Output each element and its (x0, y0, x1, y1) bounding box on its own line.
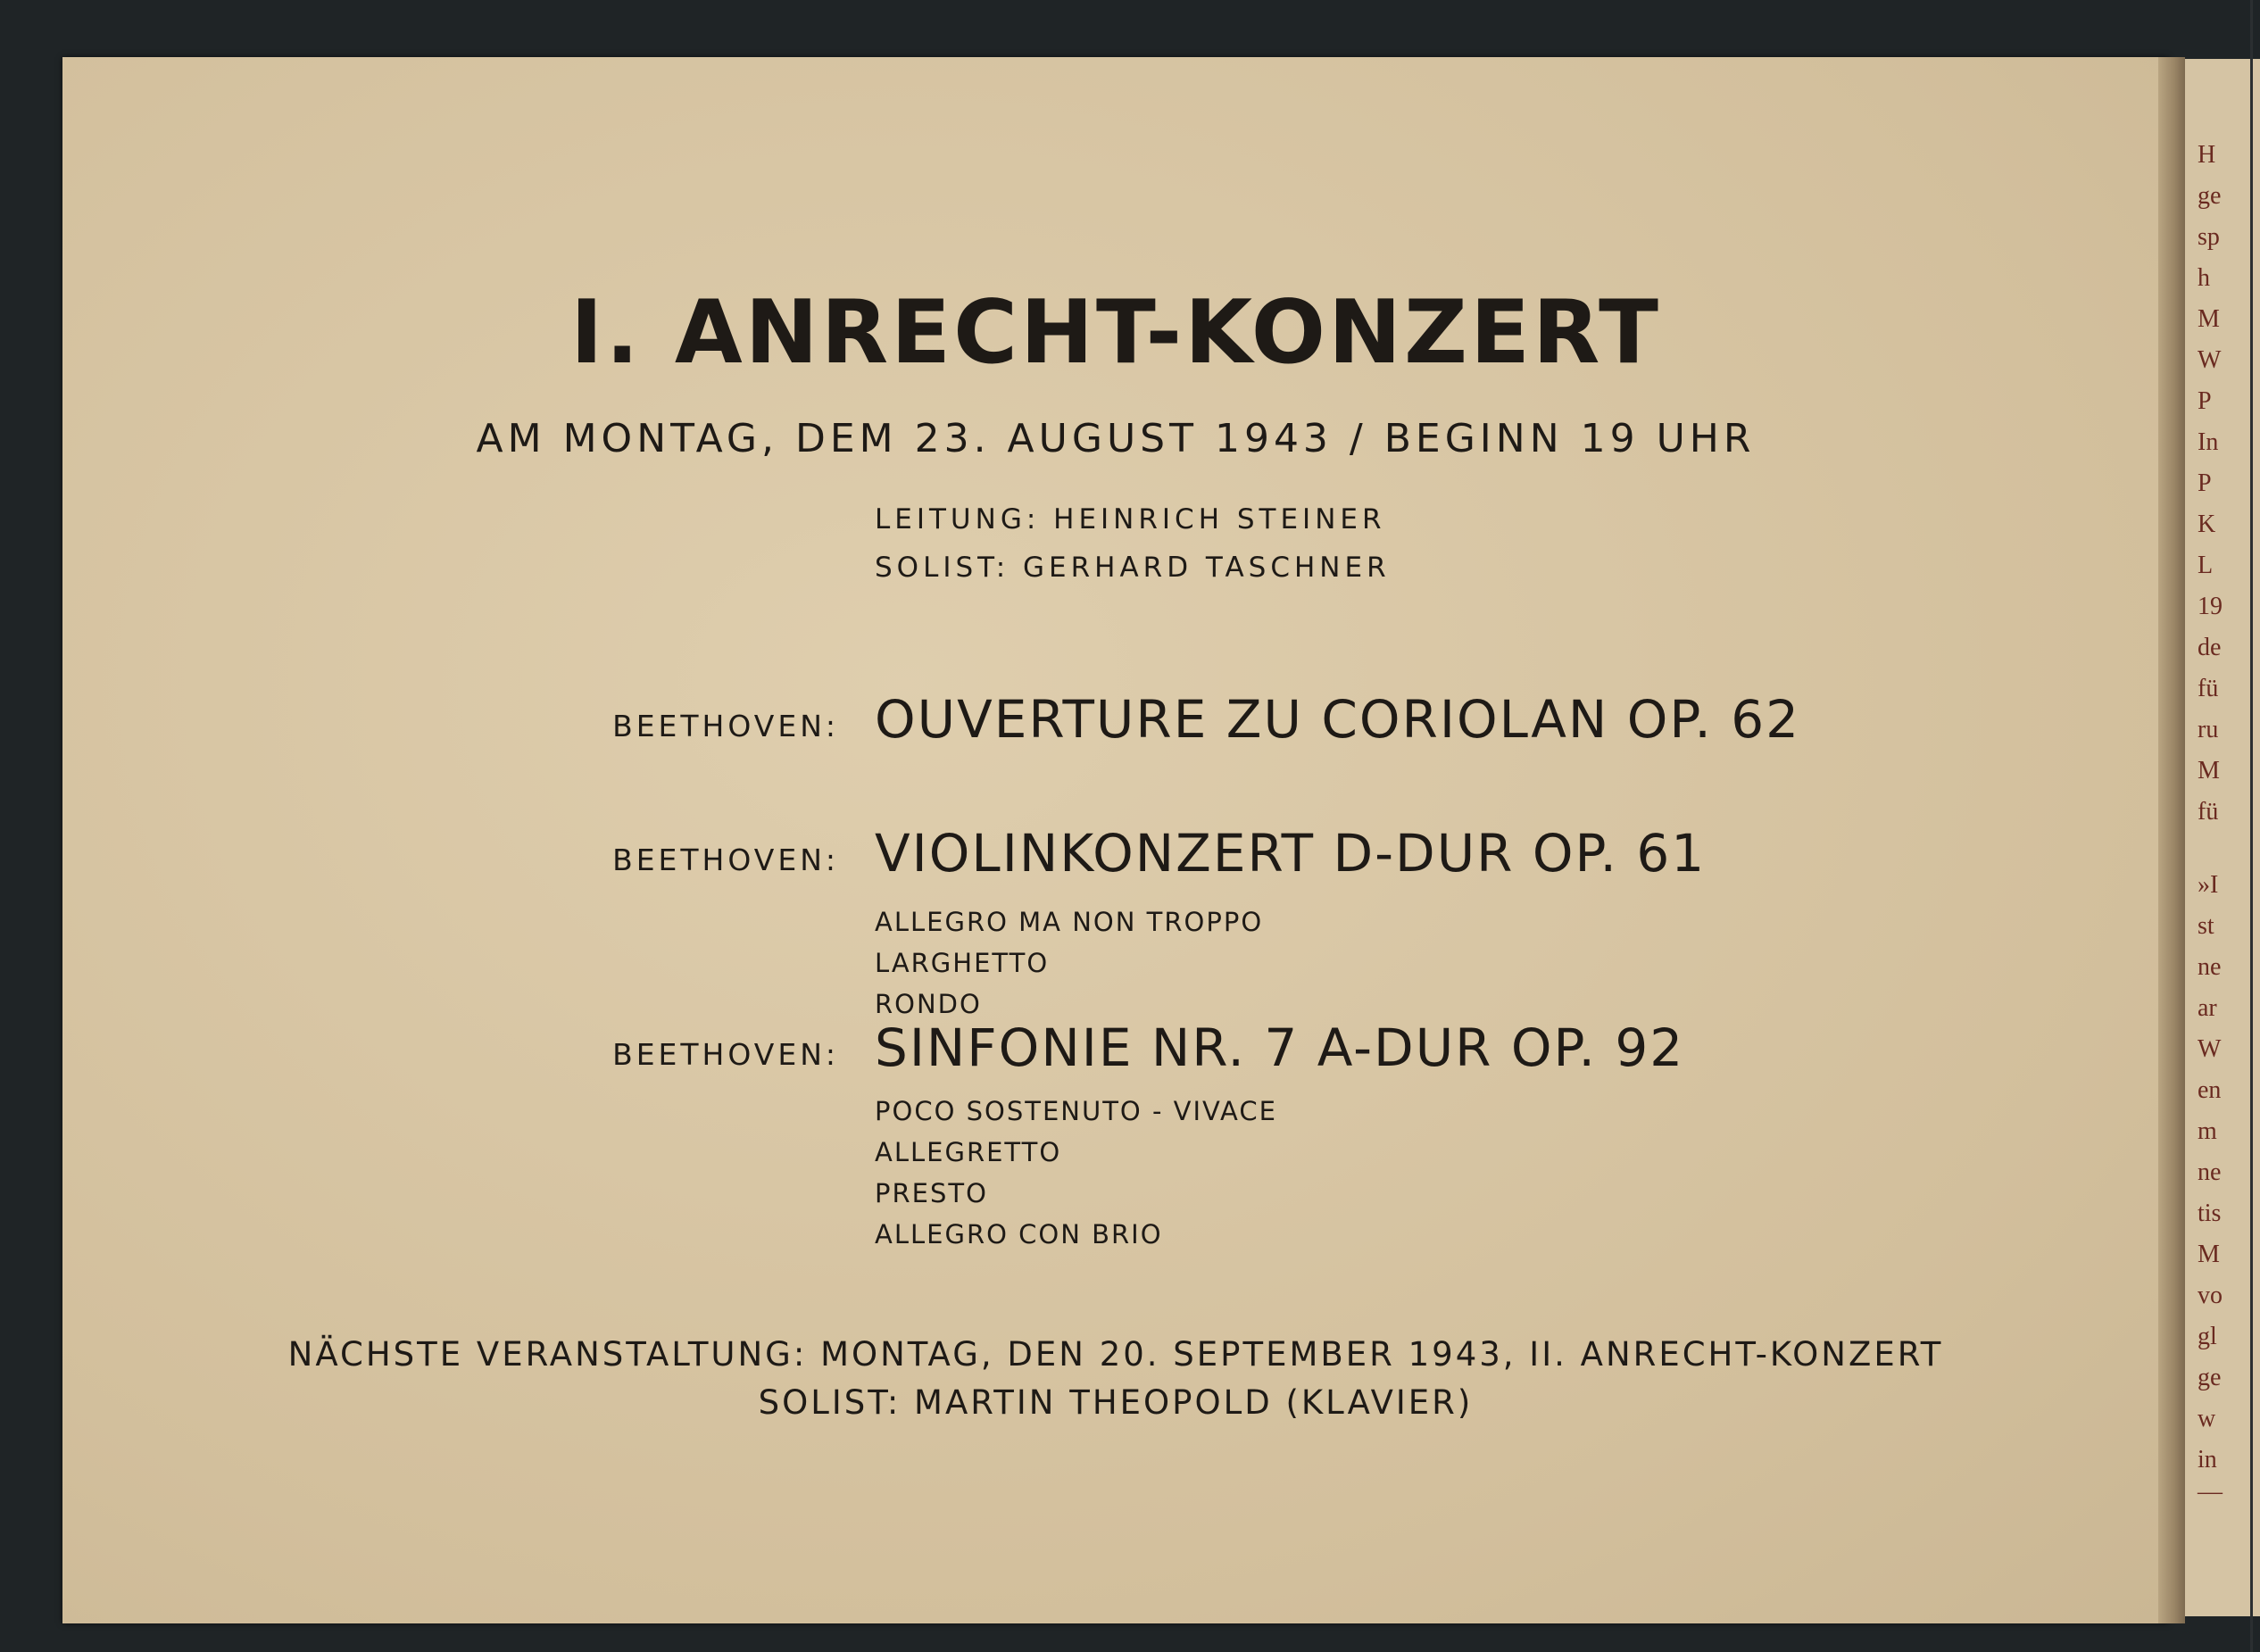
facing-text-line: L (2198, 552, 2214, 579)
facing-text-line: sp (2198, 223, 2220, 251)
facing-text-line: fü (2198, 675, 2219, 702)
facing-text-line: fü (2198, 798, 2219, 826)
facing-text-line: st (2198, 912, 2214, 940)
facing-text-line: »I (2198, 871, 2219, 899)
work-1-composer: BEETHOVEN: (612, 709, 839, 743)
conductor-credit: LEITUNG: HEINRICH STEINER (875, 503, 1386, 535)
work-3-movement: ALLEGRO CON BRIO (875, 1219, 1163, 1249)
facing-text-line: 19 (2198, 593, 2223, 620)
work-3-composer: BEETHOVEN: (612, 1037, 839, 1072)
facing-text-line: ar (2198, 994, 2217, 1022)
work-2-movement: LARGHETTO (875, 948, 1050, 978)
facing-text-line: gl (2198, 1323, 2217, 1350)
book-gutter (2158, 57, 2185, 1623)
next-event-line: NÄCHSTE VERANSTALTUNG: MONTAG, DEN 20. SEPTEMBER 1943, II. ANRECHT-KONZERT (287, 1335, 1944, 1374)
facing-text-line: m (2198, 1117, 2217, 1145)
facing-text-line: en (2198, 1076, 2222, 1104)
facing-text-line: de (2198, 634, 2222, 661)
work-2-composer: BEETHOVEN: (612, 843, 839, 877)
soloist-credit: SOLIST: GERHARD TASCHNER (875, 552, 1391, 584)
facing-text-line: M (2198, 757, 2220, 784)
work-3-movement: ALLEGRETTO (875, 1137, 1062, 1167)
program-page (62, 57, 2169, 1623)
facing-text-line: M (2198, 305, 2220, 333)
facing-text-line: ge (2198, 1364, 2222, 1391)
concert-title: I. ANRECHT-KONZERT (570, 282, 1661, 384)
concert-date-line: AM MONTAG, DEM 23. AUGUST 1943 / BEGINN 19 UHR (476, 416, 1756, 461)
facing-text-line: W (2198, 1035, 2222, 1063)
facing-text-line: H (2198, 141, 2216, 169)
facing-text-line: ne (2198, 953, 2222, 981)
facing-text-line: in (2198, 1446, 2217, 1474)
work-2-movement: RONDO (875, 989, 982, 1019)
work-2-title: VIOLINKONZERT D-DUR OP. 61 (875, 823, 1707, 884)
facing-text-line: M (2198, 1241, 2220, 1268)
work-3-title: SINFONIE NR. 7 A-DUR OP. 92 (875, 1017, 1685, 1078)
work-2-movement: ALLEGRO MA NON TROPPO (875, 907, 1264, 937)
facing-page-fragment (2185, 59, 2260, 1616)
work-1-title: OUVERTURE ZU CORIOLAN OP. 62 (875, 689, 1801, 750)
facing-text-line: vo (2198, 1282, 2223, 1309)
work-3-movement: POCO SOSTENUTO - VIVACE (875, 1096, 1277, 1126)
facing-text-line: K (2198, 511, 2216, 538)
facing-text-line: ge (2198, 182, 2222, 210)
facing-text-line: W (2198, 346, 2222, 374)
facing-text-line: w (2198, 1405, 2216, 1432)
facing-text-line: P (2198, 387, 2212, 415)
scan-edge (2250, 0, 2253, 1652)
facing-text-line: P (2198, 469, 2212, 497)
facing-text-line: tis (2198, 1200, 2222, 1227)
facing-text-line: ne (2198, 1158, 2222, 1186)
work-3-movement: PRESTO (875, 1178, 988, 1208)
facing-text-line: In (2198, 428, 2219, 456)
facing-text-line: h (2198, 264, 2210, 292)
next-soloist-line: SOLIST: MARTIN THEOPOLD (KLAVIER) (758, 1383, 1474, 1422)
facing-text-line: ru (2198, 716, 2219, 743)
facing-text-line: — (2198, 1478, 2223, 1506)
